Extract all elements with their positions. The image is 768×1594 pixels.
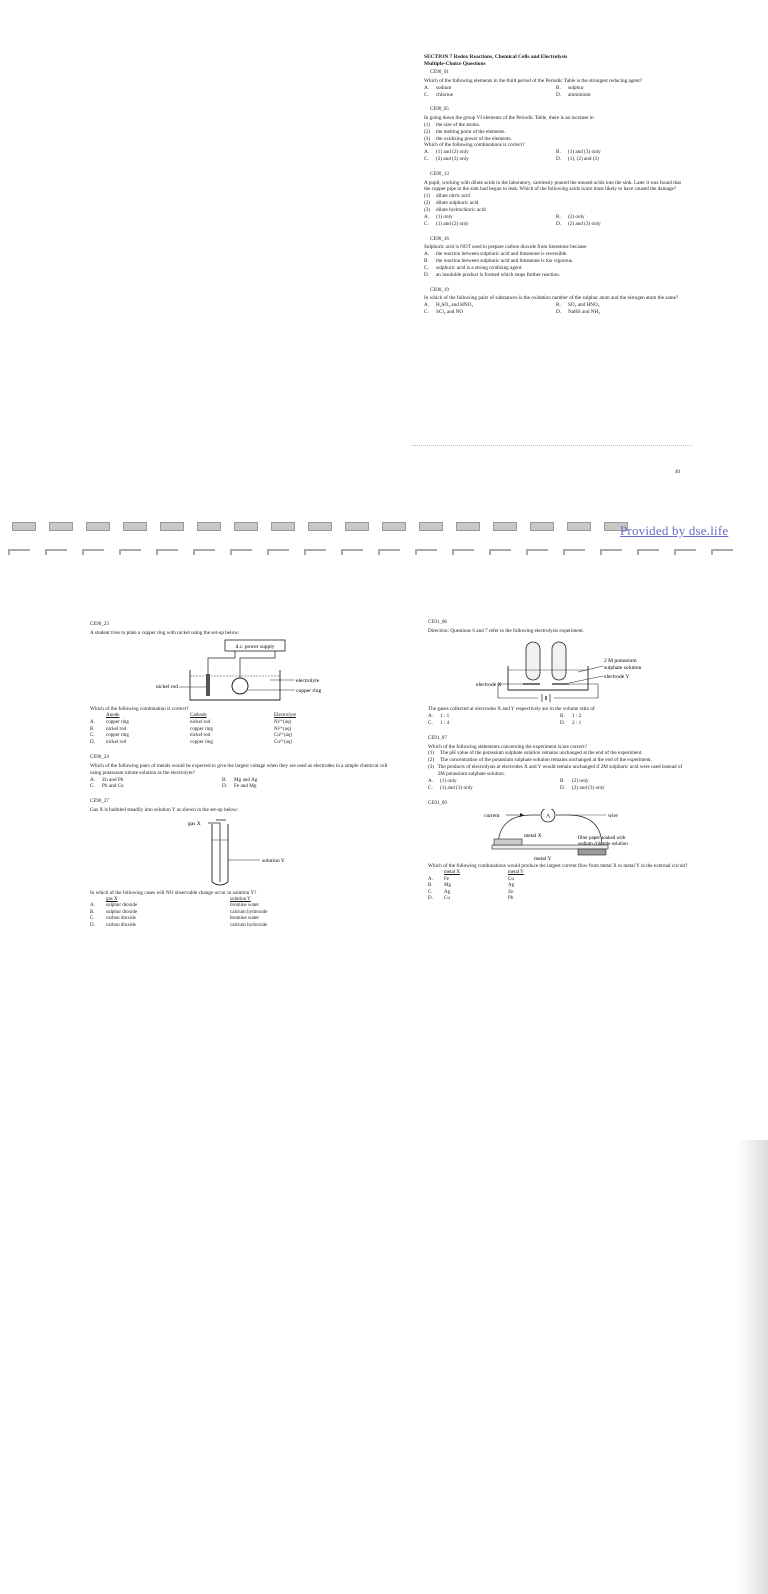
question-stem: A pupil, working with dilute acids in the laboratory, carelessly poured the unused acids into the sink. Later it was found that the copper pipe in the sink had begun to leak. Which of the following acids is/are most likely to have caused the damage?	[424, 179, 681, 193]
table-cell: A.	[90, 903, 95, 909]
electrolysis-apparatus-diagram	[428, 636, 678, 704]
page-number: 40	[675, 470, 680, 475]
registration-corner	[156, 549, 178, 555]
question-ask: In which of the following cases will NO observable change occur in solution Y?	[90, 889, 257, 896]
section-subheader: Multiple-Choice Questions	[424, 61, 486, 68]
option-letter: C.	[428, 720, 433, 727]
question-id: CE90_23	[90, 622, 109, 627]
item-text: sulphuric acid is a strong oxidizing agent.	[436, 264, 523, 271]
table-header: metal Y	[508, 870, 524, 876]
item-number: (2)	[428, 757, 435, 764]
top-page	[0, 0, 768, 505]
question-ce90-23	[90, 622, 390, 746]
option-text: (1) and (2) only	[436, 149, 469, 156]
item-number: A.	[424, 251, 430, 258]
question-ce90-19	[424, 288, 684, 316]
registration-block	[12, 522, 36, 531]
registration-corner	[230, 549, 252, 555]
registration-corner	[674, 549, 696, 555]
item-text: the oxidizing power of the elements.	[436, 135, 512, 142]
item-number: C.	[424, 264, 429, 271]
question-stem: In going down the group VI elements of the Periodic Table, there is an increase in	[424, 115, 594, 122]
option-text: (1) and (3) only	[440, 784, 473, 791]
registration-block	[271, 522, 295, 531]
registration-corner	[82, 549, 104, 555]
option-text: aluminium	[568, 91, 591, 98]
table-cell: Ag	[508, 883, 515, 889]
question-ask: Which of the following combinations would produce the largest current flow from metal X to metal Y in the external circuit?	[428, 863, 688, 870]
table-cell: copper ring	[190, 726, 213, 732]
gas-bubbling-diagram	[150, 816, 380, 888]
question-id: CE90_24	[90, 755, 109, 761]
question-ce90-24	[90, 755, 390, 790]
bottom-left-column	[90, 622, 390, 939]
trough	[508, 666, 588, 690]
question-ask: Which of the following combination is correct?	[90, 706, 189, 713]
registration-corner	[637, 549, 659, 555]
bottom-page	[0, 570, 768, 1024]
wire-right	[240, 651, 275, 678]
question-ce90-16	[424, 237, 684, 279]
table-cell: carbon dioxide	[106, 923, 136, 928]
table-cell: C.	[90, 733, 95, 739]
table-row	[90, 916, 271, 923]
list-item	[424, 258, 684, 265]
question-ask: The gases collected at electrodes X and Y respectively are in the volume ratio of	[428, 706, 595, 713]
item-text: dilute nitric acid	[436, 193, 470, 200]
bottom-right-column	[428, 620, 688, 912]
question-stem: Gas X is bubbled steadily into solution Y as shown in the set-up below:	[90, 806, 239, 813]
filter-label-2: sodium chloride solution	[578, 842, 628, 848]
table-cell: Ag	[444, 889, 451, 895]
registration-block	[49, 522, 73, 531]
table-row	[90, 903, 271, 910]
item-text: the size of the atoms.	[436, 121, 480, 128]
table-cell: copper ring	[190, 739, 213, 745]
option-letter: D.	[560, 784, 566, 791]
table-header: Cathode	[190, 713, 207, 719]
registration-corner	[600, 549, 622, 555]
leader-line	[569, 676, 603, 683]
list-item	[424, 207, 684, 214]
option-letter: A.	[424, 149, 430, 156]
table-cell: calcium hydroxide	[230, 923, 268, 928]
copper-ring-label: copper ring	[296, 688, 322, 695]
section-header: SECTION 7 Redox Reactions, Chemical Cells and Electrolysis	[424, 54, 568, 60]
option-letter: D.	[560, 720, 566, 727]
metal-y-shape	[578, 849, 606, 855]
question-id: CE90_01	[430, 70, 449, 76]
option-text: (2) and (3) only	[568, 220, 601, 227]
top-page-column	[424, 54, 684, 325]
table-cell: sulphur dioxide	[106, 909, 138, 915]
option-letter: C.	[424, 308, 429, 315]
registration-block	[419, 522, 443, 531]
options-grid	[90, 777, 390, 791]
table-cell: Cu²⁺(aq)	[274, 733, 293, 739]
registration-block	[308, 522, 332, 531]
option-text: sulphur	[568, 84, 584, 91]
option-text: chlorine	[436, 91, 453, 98]
circuit-wire	[554, 684, 598, 698]
table-cell: Cu²⁺(aq)	[274, 739, 293, 745]
registration-corner	[711, 549, 733, 555]
registration-block	[530, 522, 554, 531]
item-number: (1)	[424, 193, 431, 200]
delivery-tube	[208, 823, 220, 882]
circuit-wire	[498, 684, 538, 698]
question-ce90-05	[424, 107, 684, 163]
item-text: the reaction between sulphuric acid and limestone is too vigorous.	[436, 257, 574, 264]
table-header: metal X	[444, 870, 460, 876]
power-supply-label: d.c. power supply	[235, 644, 275, 651]
table-row	[90, 720, 300, 727]
option-letter: A.	[428, 777, 434, 784]
item-text: the melting point of the elements.	[436, 128, 506, 135]
beaker	[190, 670, 280, 700]
scan-edge-shadow	[738, 1140, 768, 1594]
option-letter: A.	[424, 213, 430, 220]
item-number: (1)	[428, 750, 435, 757]
option-letter: C.	[90, 783, 95, 790]
question-id: CE90_27	[90, 799, 109, 805]
option-text: (2) and (3) only	[436, 156, 469, 163]
option-text: (1) and (2) only	[436, 220, 469, 227]
item-text: an insoluble product is formed which stops further reaction.	[436, 271, 561, 278]
table-cell: nickel rod	[106, 726, 127, 732]
table-cell: copper ring	[106, 719, 129, 725]
table-cell: calcium hydroxide	[230, 909, 268, 915]
options-grid	[428, 778, 688, 792]
table-header: solution Y	[230, 896, 251, 902]
question-stem: A student tries to plate a copper ring with nickel using the set-up below:	[90, 629, 240, 636]
list-item	[424, 251, 684, 258]
question-id: CE91_09	[428, 800, 447, 806]
options-grid	[428, 713, 688, 727]
option-text: (2) and (3) only	[572, 784, 605, 791]
table-cell: A.	[428, 876, 433, 882]
registration-corner	[526, 549, 548, 555]
solution-y-label: solution Y	[262, 857, 285, 864]
nickel-plating-diagram	[130, 638, 360, 704]
metal-y-label: metal Y	[534, 856, 552, 862]
question-ce90-01	[424, 70, 684, 98]
question-ce91-09	[428, 801, 688, 903]
options-grid	[424, 302, 684, 316]
question-ask: Which of the following combinations is correct?	[424, 142, 525, 149]
registration-block	[197, 522, 221, 531]
table-cell: Cu	[444, 896, 450, 902]
table-cell: Ni²⁺(aq)	[274, 719, 292, 725]
question-stem: Which of the following pairs of metals would be expected to give the largest voltage when they are used as electrodes in a simple chemical cell using potassium nitrate solution as the electrolyte?	[90, 762, 388, 776]
question-ce90-27	[90, 799, 390, 929]
metal-cell-diagram	[428, 809, 678, 861]
option-text: sodium	[436, 84, 452, 91]
table-cell: Mg	[444, 883, 451, 889]
current-label: current	[484, 813, 500, 820]
question-stem: In which of the following pairs of substances is the oxidation number of the sulphur atom and the nitrogen atom the same?	[424, 295, 679, 302]
list-item	[424, 193, 684, 200]
option-text: 1 : 1	[440, 713, 450, 720]
table-cell: Pb	[508, 896, 514, 902]
question-ce91-07	[428, 736, 688, 792]
item-number: (2)	[424, 200, 431, 207]
item-text: The concentration of the potassium sulphate solution remains unchanged at the end of the experiment.	[440, 757, 652, 764]
item-number: B.	[424, 257, 429, 264]
table-row	[428, 883, 528, 890]
table-cell: B.	[428, 883, 433, 889]
table-cell	[90, 713, 106, 720]
table-cell: B.	[90, 909, 95, 915]
list-item	[424, 272, 684, 279]
question-stem: Sulphuric acid is NOT used to prepare carbon dioxide from limestone because	[424, 244, 587, 251]
option-text: Pb and Cu	[102, 783, 124, 790]
item-text: dilute hydrochloric acid	[436, 207, 486, 214]
question-id: CE90_13	[430, 172, 449, 178]
option-text: (1) only	[440, 777, 457, 784]
registration-corner	[415, 549, 437, 555]
option-letter: B.	[556, 84, 561, 91]
solution-label-2: sulphate solution	[604, 665, 642, 672]
question-ce90-13	[424, 172, 684, 228]
metal-x-label: metal X	[524, 833, 542, 840]
table-cell: bromine water	[230, 903, 260, 909]
option-letter: B.	[560, 777, 565, 784]
item-number: (3)	[424, 207, 431, 214]
option-text: SO₂ and HNO₃	[568, 301, 600, 308]
electrode-y-label: electrode Y	[604, 674, 630, 681]
table-cell: D.	[428, 896, 433, 902]
table-cell: nickel rod	[190, 733, 211, 739]
question-id: CE90_05	[430, 107, 449, 113]
option-text: Zn and Pb	[102, 776, 124, 783]
table-cell: sulphur dioxide	[106, 903, 138, 909]
option-letter: D.	[222, 783, 228, 790]
registration-block	[123, 522, 147, 531]
registration-block	[493, 522, 517, 531]
registration-corner	[119, 549, 141, 555]
registration-corner	[267, 549, 289, 555]
table-cell: nickel rod	[190, 719, 211, 725]
registration-block	[567, 522, 591, 531]
watermark-provided-by[interactable]: Provided by dse.life	[620, 523, 729, 538]
table-row	[90, 923, 271, 930]
option-letter: D.	[556, 308, 562, 315]
item-number: (1)	[424, 121, 431, 128]
option-text: (1) only	[436, 213, 453, 220]
option-letter: A.	[428, 713, 434, 720]
list-item	[424, 122, 684, 129]
solution-label-1: 2 M potassium	[604, 658, 637, 665]
option-text: NaHS and NH₃	[568, 308, 601, 315]
option-letter: D.	[556, 220, 562, 227]
registration-block	[160, 522, 184, 531]
option-letter: A.	[90, 776, 96, 783]
table-row	[90, 733, 300, 740]
registration-corner	[452, 549, 474, 555]
question-stem: Which of the following elements in the third period of the Periodic Table is the strongest reducing agent?	[424, 77, 643, 84]
registration-corner	[563, 549, 585, 555]
table-cell: nickel rod	[106, 739, 127, 745]
table-row	[90, 740, 300, 747]
option-letter: C.	[428, 784, 433, 791]
table-row	[428, 896, 528, 903]
option-letter: C.	[424, 220, 429, 227]
table-row	[428, 877, 528, 884]
table-header-row	[428, 870, 528, 877]
registration-corner	[193, 549, 215, 555]
table-row	[90, 727, 300, 734]
table-cell: carbon dioxide	[106, 916, 136, 922]
table-cell: D.	[90, 923, 95, 928]
option-text: (1), (2) and (3)	[568, 156, 599, 163]
filter-label-1: filter paper soaked with	[578, 836, 626, 842]
table-cell: Cu	[508, 876, 514, 882]
option-text: (2) only	[568, 213, 585, 220]
table-header: Electrolyte	[274, 713, 296, 719]
leader-line	[578, 666, 603, 672]
metal-x-shape	[494, 839, 522, 845]
registration-block	[234, 522, 258, 531]
gas-tube-x	[526, 642, 540, 680]
option-letter: C.	[424, 91, 429, 98]
question-id: CE90_16	[430, 236, 449, 242]
question-stem: Which of the following statements concerning the experiment is/are correct?	[428, 743, 587, 750]
option-letter: B.	[556, 301, 561, 308]
answer-table	[90, 713, 300, 746]
table-cell: C.	[428, 889, 433, 895]
table-cell	[90, 897, 106, 904]
gas-x-label: gas X	[188, 820, 201, 827]
option-letter: B.	[222, 776, 227, 783]
option-text: Fe and Mg	[234, 783, 257, 790]
item-text: the reaction between sulphuric acid and limestone is reversible.	[436, 251, 568, 258]
answer-table	[90, 897, 271, 930]
option-letter: D.	[556, 156, 562, 163]
option-text: (1) and (3) only	[568, 149, 601, 156]
electrode-x-label: electrode X	[476, 682, 502, 689]
table-row	[428, 890, 528, 897]
table-header-row	[90, 713, 300, 720]
nickel-rod-shape	[206, 674, 210, 696]
table-cell: B.	[90, 726, 95, 732]
wire-left	[208, 651, 235, 678]
table-cell	[428, 870, 444, 877]
option-text: SCl₂ and NO	[436, 308, 464, 315]
option-text: (2) only	[572, 777, 589, 784]
gas-tube-y	[552, 642, 566, 680]
table-cell: Fe	[444, 876, 449, 882]
table-cell: A.	[90, 719, 95, 725]
option-letter: C.	[424, 156, 429, 163]
page-divider-line	[412, 445, 692, 446]
registration-block	[382, 522, 406, 531]
table-cell: Ni²⁺(aq)	[274, 726, 292, 732]
option-text: 1 : 4	[440, 720, 450, 727]
table-header: Anode	[106, 713, 120, 719]
option-text: H₂SO₄ and HNO₂	[436, 301, 474, 308]
table-cell: D.	[90, 739, 95, 745]
copper-ring-shape	[232, 678, 248, 694]
item-number: (3)	[428, 764, 435, 771]
table-header-row	[90, 897, 271, 904]
option-text: 2 : 1	[572, 720, 582, 727]
option-letter: A.	[424, 301, 430, 308]
option-text: Mg and Ag	[234, 776, 258, 783]
list-item	[424, 129, 684, 136]
table-cell: copper ring	[106, 733, 129, 739]
option-text: 1 : 2	[572, 713, 582, 720]
option-letter: B.	[560, 713, 565, 720]
question-stem: Direction: Questions 6 and 7 refer to the following electrolysis experiment.	[428, 627, 585, 634]
table-cell: C.	[90, 916, 95, 922]
table-row	[90, 910, 271, 917]
table-cell: Zn	[508, 889, 514, 895]
list-item	[424, 200, 684, 207]
electrolyte-label: electrolyte	[296, 678, 320, 685]
registration-corner	[45, 549, 67, 555]
question-id: CE90_19	[430, 287, 449, 293]
option-letter: A.	[424, 84, 430, 91]
item-number: (3)	[424, 135, 431, 142]
list-item	[428, 764, 688, 778]
registration-block	[86, 522, 110, 531]
options-grid	[424, 85, 684, 99]
options-grid	[424, 214, 684, 228]
ammeter-symbol: A	[545, 813, 551, 820]
registration-corner	[489, 549, 511, 555]
nickel-rod-label: nickel rod	[155, 684, 178, 691]
question-id: CE91_07	[428, 736, 447, 742]
option-letter: B.	[556, 149, 561, 156]
wire-label: wire	[608, 813, 618, 820]
item-number: (2)	[424, 128, 431, 135]
registration-corner	[378, 549, 400, 555]
registration-block	[456, 522, 480, 531]
item-text: dilute sulphuric acid	[436, 200, 479, 207]
answer-table	[428, 870, 528, 903]
table-cell: bromine water	[230, 916, 260, 922]
table-header: gas X	[106, 896, 118, 902]
registration-block	[345, 522, 369, 531]
question-id: CE91_06	[428, 620, 447, 625]
item-number: D.	[424, 271, 430, 278]
registration-corner	[341, 549, 363, 555]
option-letter: D.	[556, 91, 562, 98]
registration-corner	[304, 549, 326, 555]
list-item	[424, 265, 684, 272]
question-ce91-06	[428, 620, 688, 727]
options-grid	[424, 149, 684, 163]
item-text: The pH value of the potassium sulphate solution remains unchanged at the end of the experiment.	[440, 750, 643, 757]
registration-corner	[8, 549, 30, 555]
option-letter: B.	[556, 213, 561, 220]
item-text: The products of electrolysis at electrodes X and Y would remain unchanged if 2M sulphuric acid were used instead of 2M potassium sulphate solution.	[437, 764, 683, 778]
